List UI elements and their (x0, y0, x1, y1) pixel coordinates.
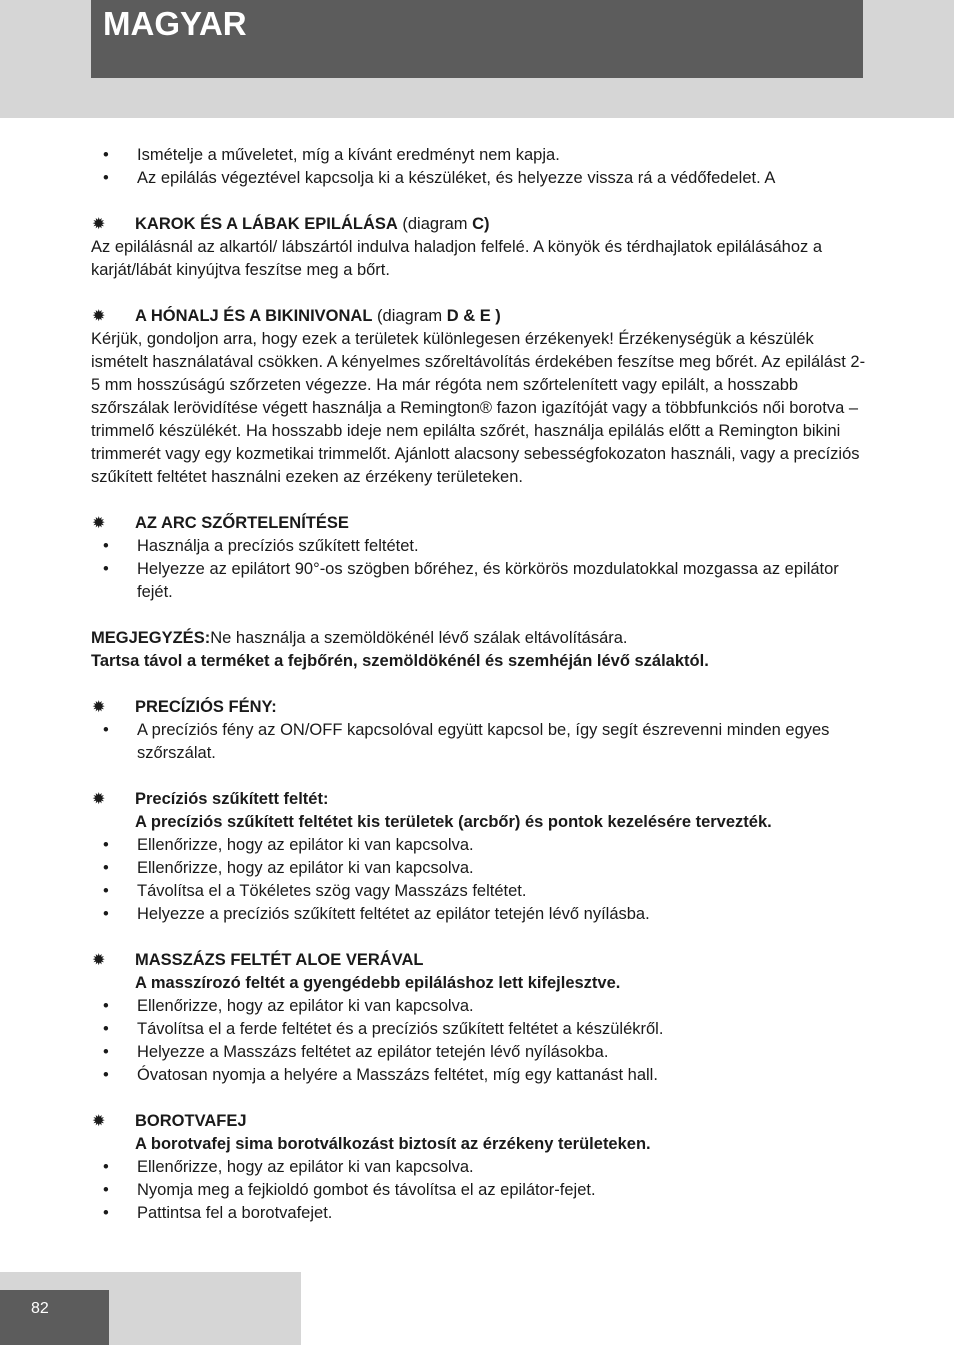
note-warning: Tartsa távol a terméket a fejbőrén, szemöldökénél és szemhéján lévő szálaktól. (91, 652, 709, 670)
bullet: • (103, 1020, 109, 1038)
precision-cap-list (91, 834, 866, 926)
bullet: • (103, 859, 109, 877)
list-item: • Helyezze a precíziós szűkített feltétet az epilátor tetején lévő nyílásba. (91, 903, 866, 926)
bullet: • (103, 882, 109, 900)
face-section (91, 512, 866, 604)
note-section (91, 627, 866, 673)
list-item: • Ismételje a műveletet, míg a kívánt eredményt nem kapja. (91, 144, 866, 167)
page-content (91, 144, 866, 1248)
section-heading: ✹ PRECÍZIÓS FÉNY: (91, 696, 866, 719)
note-label: MEGJEGYZÉS: (91, 629, 211, 647)
list-item: • Helyezze az epilátort 90°-os szögben bőréhez, és körkörös mozdulatokkal mozgassa az epilátor fejét. (103, 560, 839, 601)
bullet: • (103, 1066, 109, 1084)
bullet: • (103, 1181, 109, 1199)
bullet: • (103, 537, 109, 555)
arms-legs-section (91, 213, 866, 282)
bullet: • (103, 169, 109, 187)
list-item: • Ellenőrizze, hogy az epilátor ki van kapcsolva. (91, 1156, 866, 1179)
note-line: MEGJEGYZÉS:Ne használja a szemöldökénél lévő szálak eltávolítására. (91, 629, 628, 647)
footer-page-box (0, 1290, 109, 1345)
list-item: • Óvatosan nyomja a helyére a Masszázs feltétet, míg egy kattanást hall. (91, 1064, 866, 1087)
precision-light-list (91, 719, 866, 765)
section-subtitle: A borotvafej sima borotválkozást biztosít az érzékeny területeken. (135, 1135, 651, 1153)
sun-star-icon: ✹ (92, 1113, 106, 1130)
intro-list (91, 144, 866, 190)
sun-star-icon: ✹ (92, 515, 106, 532)
header-bar (91, 0, 863, 78)
precision-cap-section (91, 788, 866, 926)
list-item: • Ellenőrizze, hogy az epilátor ki van kapcsolva. (91, 995, 866, 1018)
bullet: • (103, 721, 109, 739)
list-item: • Ellenőrizze, hogy az epilátor ki van kapcsolva. (91, 834, 866, 857)
face-list (91, 535, 866, 604)
page-number: 82 (31, 1300, 49, 1317)
sun-star-icon: ✹ (92, 216, 106, 233)
massage-list (91, 995, 866, 1087)
bullet: • (103, 560, 109, 578)
bullet: • (103, 146, 109, 164)
bullet: • (103, 1043, 109, 1061)
page-language-title: MAGYAR (103, 5, 247, 42)
precision-light-section (91, 696, 866, 765)
shaver-list (91, 1156, 866, 1225)
section-heading: ✹ BOROTVAFEJ (91, 1110, 866, 1133)
list-item: • Pattintsa fel a borotvafejet. (91, 1202, 866, 1225)
shaver-section (91, 1110, 866, 1225)
section-heading: ✹ MASSZÁZS FELTÉT ALOE VERÁVAL (91, 949, 866, 972)
bullet: • (103, 836, 109, 854)
bullet: • (103, 997, 109, 1015)
list-item: • Nyomja meg a fejkioldó gombot és távolítsa el az epilátor-fejet. (91, 1179, 866, 1202)
sun-star-icon: ✹ (92, 308, 106, 325)
list-item: • Távolítsa el a ferde feltétet és a precíziós szűkített feltétet a készülékről. (91, 1018, 866, 1041)
underarm-bikini-section (91, 305, 866, 489)
sun-star-icon: ✹ (92, 791, 106, 808)
section-heading: ✹ A HÓNALJ ÉS A BIKINIVONAL (diagram D & E ) (91, 305, 866, 328)
bullet: • (103, 905, 109, 923)
section-text: Kérjük, gondoljon arra, hogy ezek a területek különlegesen érzékenyek! Érzékenységük a készülék ismételt használatával csökken. A kényelmes szőreltávolítás érdekében feszítse meg bőrét. Az epilálást 2-5 mm hosszúságú szőrzeten végezze. Ha már régóta nem szőrtelenített vagy epilált, a hosszabb szőrszálak lerövidítése végett használja a Remington® fazon igazítóját vagy a többfunkciós női borotva – trimmelő készülékét. Ha hosszabb ideje nem epilálta szőrét, használja epilálás előtt a Remington bikini trimmerét vagy egy kozmetikai trimmelőt. Ajánlott alacsony sebességfokozaton használi, vagy a precíziós szűkített feltétet használni ezeken az érzékeny területeken. (91, 330, 866, 486)
sun-star-icon: ✹ (92, 699, 106, 716)
massage-section (91, 949, 866, 1087)
list-item: • Használja a precíziós szűkített feltétet. (91, 535, 866, 558)
section-heading: ✹ AZ ARC SZŐRTELENÍTÉSE (91, 512, 866, 535)
list-item: • A precíziós fény az ON/OFF kapcsolóval együtt kapcsol be, így segít észrevenni minden egyes szőrszálat. (103, 721, 830, 762)
section-subtitle: A masszírozó feltét a gyengédebb epiláláshoz lett kifejlesztve. (135, 974, 621, 992)
list-item: • Helyezze a Masszázs feltétet az epilátor tetején lévő nyílásokba. (91, 1041, 866, 1064)
list-item: • Az epilálás végeztével kapcsolja ki a készüléket, és helyezze vissza rá a védőfedelet. A (91, 167, 866, 190)
section-heading: ✹ KAROK ÉS A LÁBAK EPILÁLÁSA (diagram C) (91, 213, 866, 236)
bullet: • (103, 1204, 109, 1222)
list-item: • Ellenőrizze, hogy az epilátor ki van kapcsolva. (91, 857, 866, 880)
bullet: • (103, 1158, 109, 1176)
section-text: Az epilálásnál az alkartól/ lábszártól indulva haladjon felfelé. A könyök és térdhajlatok epilálásához a karját/lábát kinyújtva feszítse meg a bőrt. (91, 238, 823, 279)
section-heading: ✹ Precíziós szűkített feltét: (91, 788, 866, 811)
intro-section (91, 144, 866, 190)
sun-star-icon: ✹ (92, 952, 106, 969)
section-subtitle: A precíziós szűkített feltétet kis területek (arcbőr) és pontok kezelésére tervezték. (135, 813, 772, 831)
list-item: • Távolítsa el a Tökéletes szög vagy Masszázs feltétet. (91, 880, 866, 903)
